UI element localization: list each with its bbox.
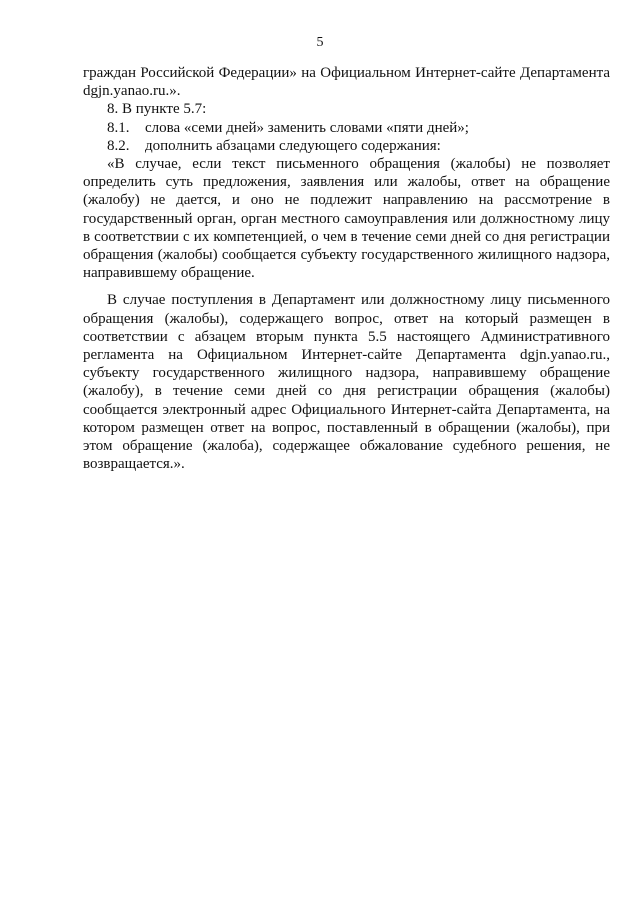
item-8-heading: 8. В пункте 5.7:: [107, 101, 207, 118]
document-body: [83, 64, 610, 473]
item-8-2-number: 8.2.: [107, 137, 130, 154]
item-8-1-number: 8.1.: [107, 119, 130, 136]
item-8-2-text: дополнить абзацами следующего содержания:: [145, 137, 441, 154]
quoted-paragraph-2: В случае поступления в Департамент или должностному лицу письменного обращения (жалобы), содержащего вопрос, ответ на который размещен в соответствии с абзацем вторым пункта 5.5 настоящего Административного регламента на Официальном Интернет-сайте Департамента dgjn.yanao.ru., субъекту государственного жилищного надзора, направившему обращение (жалобу), в течение семи дней со дня регистрации обращения (жалобы) сообщается электронный адрес Официального Интернет-сайта Департамента, на котором размещен ответ на вопрос, поставленный в обращении (жалобы), при этом обращение (жалоба), содержащее обжалование судебного решения, не возвращается.».: [83, 292, 610, 473]
quoted-paragraph-1: «В случае, если текст письменного обращения (жалобы) не позволяет определить суть предложения, заявления или жалобы, ответ на обращение (жалобу) не дается, и оно не подлежит направлению на рассмотрение в государственный орган, орган местного самоуправления или должностному лицу в соответствии с их компетенцией, о чем в течение семи дней со дня регистрации обращения (жалобы) сообщается субъекту государственного жилищного надзора, направившему обращение.: [83, 156, 610, 282]
item-8-1-text: слова «семи дней» заменить словами «пяти дней»;: [145, 119, 469, 136]
item-8-1: [83, 119, 610, 137]
continuation-paragraph: граждан Российской Федерации» на Официальном Интернет-сайте Департамента dgjn.yanao.ru.».: [83, 65, 610, 100]
item-8-2: [83, 137, 610, 155]
page-number: 5: [316, 35, 324, 50]
